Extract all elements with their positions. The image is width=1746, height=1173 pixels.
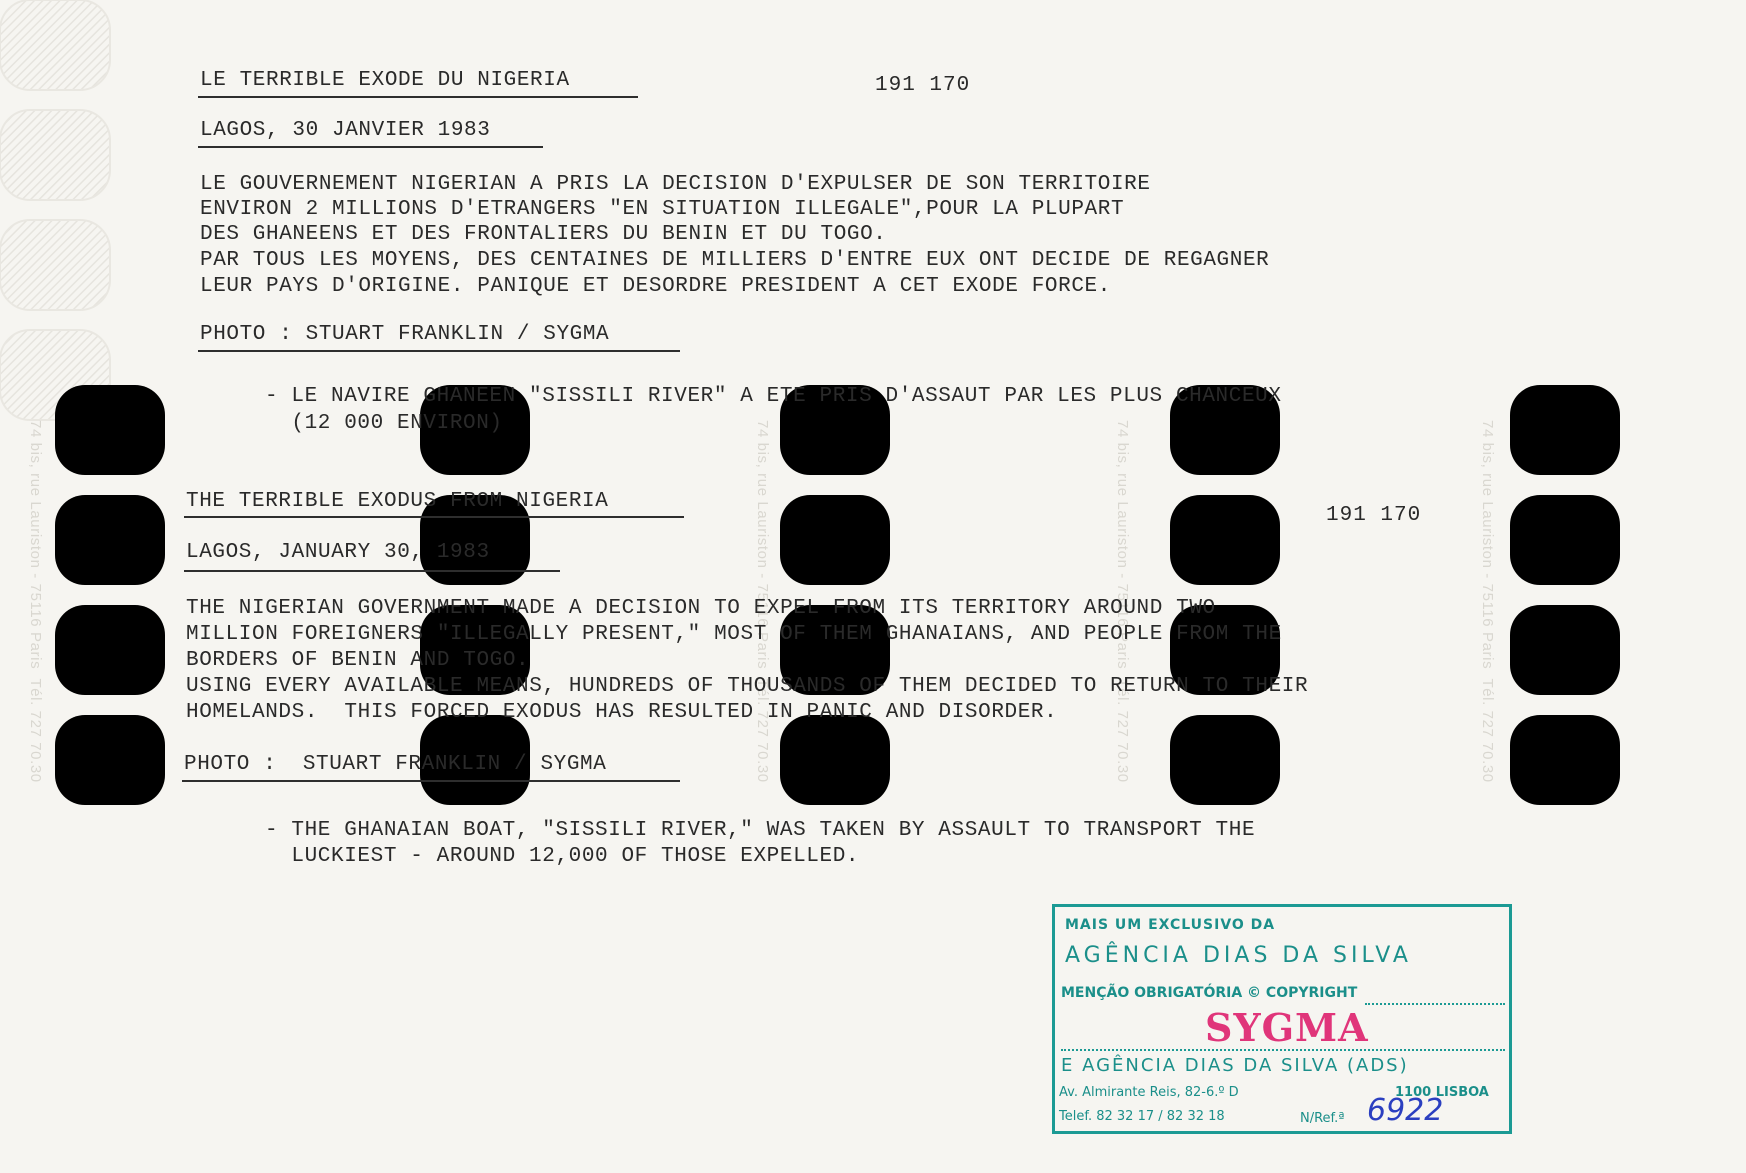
stamp-copyright-dots <box>1365 1003 1505 1005</box>
french-body-1: LE GOUVERNEMENT NIGERIAN A PRIS LA DECISION D'EXPULSER DE SON TERRITOIRE <box>200 173 1151 196</box>
stamp-line-1: MAIS UM EXCLUSIVO DA <box>1065 917 1276 933</box>
french-caption-2: (12 000 ENVIRON) <box>265 412 503 435</box>
stamp-address: Av. Almirante Reis, 82-6.º D <box>1059 1085 1239 1100</box>
french-title-underline <box>198 96 638 98</box>
french-caption-1: - LE NAVIRE GHANEEN "SISSILI RIVER" A ETE PRIS D'ASSAUT PAR LES PLUS CHANCEUX <box>265 385 1282 408</box>
english-body-3: BORDERS OF BENIN AND TOGO. <box>186 649 530 672</box>
french-body-5: LEUR PAYS D'ORIGINE. PANIQUE ET DESORDRE PRESIDENT A CET EXODE FORCE. <box>200 275 1111 298</box>
watermark-address-3: 74 bis, rue Lauriston - 75116 Paris Tél. 727 70.30 <box>1114 420 1131 783</box>
watermark-address-4: 74 bis, rue Lauriston - 75116 Paris Tél. 727 70.30 <box>1479 420 1496 783</box>
stamp-line-4: E AGÊNCIA DIAS DA SILVA (ADS) <box>1061 1055 1409 1076</box>
french-photo-credit-underline <box>198 350 680 352</box>
french-body-2: ENVIRON 2 MILLIONS D'ETRANGERS "EN SITUATION ILLEGALE",POUR LA PLUPART <box>200 198 1125 221</box>
english-photo-credit-underline <box>182 780 680 782</box>
watermark-address-1: 74 bis, rue Lauriston - 75116 Paris Tél. 727 70.30 <box>27 420 44 783</box>
agency-stamp <box>1052 904 1512 1134</box>
english-dateline-underline <box>184 570 560 572</box>
english-title: THE TERRIBLE EXODUS FROM NIGERIA <box>186 490 609 513</box>
english-title-underline <box>184 516 684 518</box>
english-photo-credit: PHOTO : STUART FRANKLIN / SYGMA <box>184 753 607 776</box>
watermark-address-2: 74 bis, rue Lauriston - 75116 Paris Tél. 727 70.30 <box>754 420 771 783</box>
stamp-city: 1100 LISBOA <box>1395 1085 1489 1100</box>
french-dateline-underline <box>198 146 543 148</box>
stamp-line-2: AGÊNCIA DIAS DA SILVA <box>1065 943 1412 968</box>
french-title: LE TERRIBLE EXODE DU NIGERIA <box>200 69 570 92</box>
english-body-2: MILLION FOREIGNERS "ILLEGALLY PRESENT," MOST OF THEM GHANAIANS, AND PEOPLE FROM THE <box>186 623 1282 646</box>
stamp-line-3: MENÇÃO OBRIGATÓRIA © COPYRIGHT <box>1061 985 1358 1001</box>
french-dateline: LAGOS, 30 JANVIER 1983 <box>200 119 491 142</box>
french-body-3: DES GHANEENS ET DES FRONTALIERS DU BENIN ET DU TOGO. <box>200 223 887 246</box>
stamp-agency-name: SYGMA <box>1205 1005 1369 1050</box>
french-body-4: PAR TOUS LES MOYENS, DES CENTAINES DE MILLIERS D'ENTRE EUX ONT DECIDE DE REGAGNER <box>200 249 1270 272</box>
english-body-5: HOMELANDS. THIS FORCED EXODUS HAS RESULTED IN PANIC AND DISORDER. <box>186 701 1058 724</box>
stamp-agency-dots <box>1061 1049 1505 1051</box>
english-body-1: THE NIGERIAN GOVERNMENT MADE A DECISION TO EXPEL FROM ITS TERRITORY AROUND TWO <box>186 597 1216 620</box>
english-ref-number: 191 170 <box>1326 504 1422 527</box>
english-caption-1: - THE GHANAIAN BOAT, "SISSILI RIVER," WAS TAKEN BY ASSAULT TO TRANSPORT THE <box>265 819 1256 842</box>
english-dateline: LAGOS, JANUARY 30, 1983 <box>186 541 490 564</box>
english-body-4: USING EVERY AVAILABLE MEANS, HUNDREDS OF THOUSANDS OF THEM DECIDED TO RETURN TO THEIR <box>186 675 1309 698</box>
stamp-phone: Telef. 82 32 17 / 82 32 18 <box>1059 1109 1225 1124</box>
stamp-ref-number: 6922 <box>1367 1093 1444 1128</box>
french-photo-credit: PHOTO : STUART FRANKLIN / SYGMA <box>200 323 610 346</box>
english-caption-2: LUCKIEST - AROUND 12,000 OF THOSE EXPELLED. <box>265 845 860 868</box>
stamp-ref-label: N/Ref.ª <box>1300 1111 1345 1126</box>
french-ref-number: 191 170 <box>875 74 971 97</box>
